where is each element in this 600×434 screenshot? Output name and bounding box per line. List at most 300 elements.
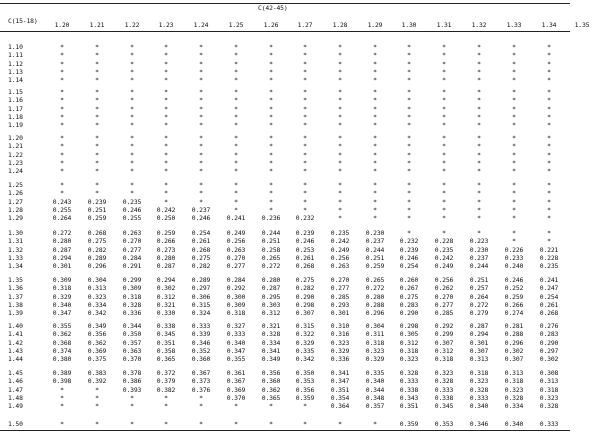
table-cell: * (199, 402, 203, 411)
table-cell: 0.270 (330, 276, 350, 284)
table-cell: 0.340 (365, 377, 385, 386)
table-cell: * (130, 88, 134, 96)
table-cell: 0.365 (261, 393, 281, 402)
table-cell: * (477, 142, 481, 151)
table-cell: 0.373 (191, 377, 211, 386)
table-cell: 0.242 (156, 205, 176, 214)
table-cell: 0.292 (434, 322, 454, 330)
table-cell: * (477, 167, 481, 176)
table-cell: * (269, 67, 273, 76)
table-cell: * (373, 150, 377, 159)
table-cell: 0.259 (156, 229, 176, 237)
table-cell: * (199, 96, 203, 105)
table-cell: 0.300 (226, 292, 246, 301)
table-cell: * (442, 150, 446, 159)
column-header: 1.35 (574, 21, 590, 29)
table-cell: 0.301 (469, 338, 489, 347)
table-cell: * (338, 43, 342, 51)
table-cell: 0.312 (261, 309, 281, 318)
table-cell: 0.363 (122, 346, 142, 355)
table-cell: * (269, 112, 273, 121)
table-cell: 0.307 (295, 309, 315, 318)
table-cell: * (512, 205, 516, 214)
table-cell: * (130, 121, 134, 130)
table-cell: * (477, 189, 481, 198)
table-cell: 0.285 (330, 292, 350, 301)
table-cell: * (164, 158, 168, 167)
table-cell: 0.323 (87, 292, 107, 301)
table-cell: 0.315 (191, 300, 211, 309)
table-cell: 0.232 (399, 237, 419, 246)
table-cell: * (303, 150, 307, 159)
table-cell: * (60, 402, 64, 411)
table-cell: 0.296 (365, 309, 385, 318)
table-cell: 0.353 (295, 377, 315, 386)
table-cell: 0.329 (365, 355, 385, 364)
table-cell: * (199, 197, 203, 206)
table-cell: * (269, 197, 273, 206)
table-cell: 0.287 (261, 284, 281, 293)
table-cell: * (130, 150, 134, 159)
table-cell: 0.277 (226, 262, 246, 271)
table-cell: 0.353 (434, 420, 454, 428)
table-cell: * (164, 393, 168, 402)
table-cell: * (373, 197, 377, 206)
table-cell: * (95, 181, 99, 189)
table-cell: 0.249 (434, 262, 454, 271)
table-cell: 0.378 (122, 369, 142, 377)
row-label: 1.50 (8, 420, 23, 428)
table-cell: * (407, 88, 411, 96)
table-cell: 0.324 (191, 309, 211, 318)
table-cell: 0.367 (226, 377, 246, 386)
table-cell: 0.311 (365, 330, 385, 339)
row-label: 1.29 (8, 214, 23, 223)
table-cell: 0.356 (87, 330, 107, 339)
table-cell: * (199, 112, 203, 121)
table-cell: * (477, 214, 481, 223)
table-cell: 0.241 (539, 276, 559, 284)
table-cell: * (199, 76, 203, 85)
table-cell: * (477, 104, 481, 113)
table-cell: 0.294 (469, 330, 489, 339)
table-cell: * (95, 76, 99, 85)
table-cell: 0.355 (52, 322, 72, 330)
table-cell: 0.253 (295, 245, 315, 254)
table-cell: 0.230 (469, 245, 489, 254)
table-cell: 0.244 (261, 229, 281, 237)
table-cell: * (234, 167, 238, 176)
table-cell: 0.313 (469, 355, 489, 364)
row-label: 1.45 (8, 369, 23, 377)
table-cell: * (199, 167, 203, 176)
table-cell: * (547, 76, 551, 85)
table-cell: * (407, 112, 411, 121)
table-cell: * (407, 76, 411, 85)
row-label: 1.15 (8, 88, 23, 96)
table-cell: 0.228 (539, 253, 559, 262)
table-cell: 0.323 (330, 338, 350, 347)
table-cell: * (442, 43, 446, 51)
column-header: 1.27 (297, 21, 313, 29)
table-cell: 0.349 (87, 322, 107, 330)
table-cell: * (164, 59, 168, 68)
row-label: 1.23 (8, 158, 23, 167)
table-cell: * (269, 59, 273, 68)
table-cell: * (199, 51, 203, 60)
table-cell: 0.357 (365, 402, 385, 411)
table-cell: * (373, 43, 377, 51)
table-cell: 0.321 (156, 300, 176, 309)
table-cell: 0.333 (434, 385, 454, 394)
table-cell: * (477, 88, 481, 96)
table-cell: * (442, 104, 446, 113)
table-cell: * (442, 158, 446, 167)
table-cell: * (269, 104, 273, 113)
table-cell: 0.263 (122, 229, 142, 237)
table-cell: 0.244 (469, 262, 489, 271)
table-cell: 0.256 (330, 253, 350, 262)
table-cell: * (338, 181, 342, 189)
table-cell: 0.246 (504, 276, 524, 284)
table-cell: * (373, 51, 377, 60)
table-cell: 0.374 (52, 346, 72, 355)
table-cell: * (407, 167, 411, 176)
table-cell: * (442, 76, 446, 85)
table-cell: 0.288 (365, 300, 385, 309)
table-cell: * (164, 112, 168, 121)
table-cell: 0.322 (295, 330, 315, 339)
table-cell: * (547, 43, 551, 51)
table-cell: 0.340 (504, 420, 524, 428)
table-cell: 0.330 (156, 309, 176, 318)
table-cell: * (547, 237, 551, 246)
table-cell: 0.293 (330, 300, 350, 309)
column-header: 1.24 (193, 21, 209, 29)
table-cell: 0.334 (87, 300, 107, 309)
row-label: 1.44 (8, 355, 23, 364)
table-cell: * (442, 189, 446, 198)
table-cell: * (338, 88, 342, 96)
table-cell: * (547, 134, 551, 142)
table-cell: 0.347 (330, 377, 350, 386)
table-cell: 0.258 (261, 245, 281, 254)
table-cell: * (373, 420, 377, 428)
table-cell: * (269, 134, 273, 142)
table-cell: * (164, 167, 168, 176)
table-cell: * (547, 112, 551, 121)
table-cell: 0.340 (52, 300, 72, 309)
table-cell: 0.323 (399, 355, 419, 364)
table-cell: * (234, 112, 238, 121)
table-cell: 0.346 (191, 338, 211, 347)
table-cell: * (60, 104, 64, 113)
table-cell: 0.263 (330, 262, 350, 271)
table-cell: * (512, 88, 516, 96)
table-cell: * (130, 96, 134, 105)
table-cell: * (547, 181, 551, 189)
table-cell: 0.356 (295, 385, 315, 394)
table-cell: 0.272 (469, 300, 489, 309)
table-cell: * (442, 167, 446, 176)
table-cell: 0.328 (399, 369, 419, 377)
table-cell: * (95, 121, 99, 130)
table-cell: * (512, 104, 516, 113)
table-cell: 0.232 (295, 214, 315, 223)
table-cell: * (269, 88, 273, 96)
table-cell: * (199, 150, 203, 159)
table-cell: * (512, 229, 516, 237)
table-cell: * (164, 67, 168, 76)
table-cell: 0.323 (365, 346, 385, 355)
table-cell: 0.386 (122, 377, 142, 386)
row-label: 1.48 (8, 393, 23, 402)
table-cell: 0.273 (156, 245, 176, 254)
table-cell: * (338, 189, 342, 198)
table-cell: * (95, 51, 99, 60)
table-cell: 0.302 (156, 284, 176, 293)
table-cell: * (60, 121, 64, 130)
row-label: 1.11 (8, 51, 23, 60)
table-cell: 0.329 (330, 346, 350, 355)
table-cell: 0.308 (539, 369, 559, 377)
table-cell: * (373, 205, 377, 214)
table-cell: 0.309 (122, 284, 142, 293)
column-group-label: C(42-45) (258, 4, 288, 12)
table-cell: * (338, 67, 342, 76)
table-cell: * (269, 402, 273, 411)
row-label: 1.18 (8, 112, 23, 121)
table-cell: * (164, 420, 168, 428)
table-cell: * (373, 59, 377, 68)
table-cell: 0.251 (365, 253, 385, 262)
table-cell: * (547, 142, 551, 151)
table-cell: 0.315 (295, 322, 315, 330)
table-cell: 0.307 (469, 346, 489, 355)
table-cell: 0.237 (365, 237, 385, 246)
table-cell: 0.307 (504, 355, 524, 364)
table-cell: 0.338 (156, 322, 176, 330)
table-cell: * (407, 229, 411, 237)
table-cell: * (164, 134, 168, 142)
table-cell: * (512, 181, 516, 189)
table-cell: * (338, 420, 342, 428)
table-cell: * (303, 104, 307, 113)
table-cell: 0.343 (399, 393, 419, 402)
table-cell: * (303, 43, 307, 51)
table-cell: * (95, 134, 99, 142)
table-cell: 0.369 (87, 346, 107, 355)
table-cell: * (547, 214, 551, 223)
row-label: 1.17 (8, 104, 23, 113)
table-cell: * (60, 167, 64, 176)
row-label: 1.20 (8, 134, 23, 142)
table-cell: 0.285 (434, 309, 454, 318)
column-header: 1.33 (506, 21, 522, 29)
table-cell: 0.336 (330, 355, 350, 364)
table-cell: * (95, 385, 99, 394)
table-cell: * (234, 43, 238, 51)
table-cell: 0.362 (261, 385, 281, 394)
header-rule (0, 31, 570, 32)
table-cell: 0.335 (365, 369, 385, 377)
table-cell: 0.313 (504, 369, 524, 377)
table-cell: * (547, 67, 551, 76)
table-cell: * (477, 150, 481, 159)
table-cell: * (547, 229, 551, 237)
table-cell: * (234, 189, 238, 198)
table-cell: 0.297 (191, 284, 211, 293)
table-cell: 0.350 (122, 330, 142, 339)
row-label: 1.47 (8, 385, 23, 394)
table-cell: * (477, 197, 481, 206)
table-cell: * (199, 67, 203, 76)
table-cell: * (477, 229, 481, 237)
table-cell: * (512, 167, 516, 176)
table-cell: 0.241 (226, 214, 246, 223)
table-cell: 0.351 (156, 338, 176, 347)
table-cell: 0.250 (156, 214, 176, 223)
table-cell: * (234, 67, 238, 76)
table-cell: * (234, 420, 238, 428)
table-cell: 0.338 (434, 393, 454, 402)
table-cell: * (477, 51, 481, 60)
table-cell: 0.277 (122, 245, 142, 254)
table-cell: * (303, 402, 307, 411)
row-label: 1.21 (8, 142, 23, 151)
table-cell: 0.261 (295, 253, 315, 262)
column-header: 1.32 (471, 21, 487, 29)
table-cell: * (512, 197, 516, 206)
table-cell: 0.281 (504, 322, 524, 330)
table-cell: * (234, 96, 238, 105)
table-cell: * (60, 134, 64, 142)
table-cell: * (303, 134, 307, 142)
column-header: 1.25 (228, 21, 244, 29)
table-cell: 0.338 (399, 385, 419, 394)
table-cell: 0.323 (469, 377, 489, 386)
table-cell: * (373, 142, 377, 151)
table-cell: * (130, 393, 134, 402)
table-cell: 0.233 (504, 253, 524, 262)
row-label: 1.26 (8, 189, 23, 198)
table-cell: * (338, 96, 342, 105)
row-label: 1.40 (8, 322, 23, 330)
table-cell: 0.228 (434, 237, 454, 246)
table-cell: * (199, 121, 203, 130)
table-cell: 0.284 (122, 253, 142, 262)
table-cell: 0.356 (261, 369, 281, 377)
table-cell: * (338, 167, 342, 176)
row-label: 1.28 (8, 205, 23, 214)
table-cell: 0.398 (52, 377, 72, 386)
row-label: 1.39 (8, 309, 23, 318)
table-cell: 0.359 (295, 393, 315, 402)
table-cell: 0.304 (365, 322, 385, 330)
table-cell: 0.264 (469, 292, 489, 301)
table-cell: 0.321 (261, 322, 281, 330)
table-cell: 0.236 (261, 214, 281, 223)
table-cell: 0.290 (539, 338, 559, 347)
table-cell: 0.328 (539, 402, 559, 411)
table-cell: 0.237 (469, 253, 489, 262)
table-cell: * (547, 51, 551, 60)
table-cell: * (303, 189, 307, 198)
table-cell: * (512, 76, 516, 85)
table-cell: 0.318 (226, 309, 246, 318)
table-cell: 0.295 (261, 292, 281, 301)
table-cell: 0.334 (261, 338, 281, 347)
table-cell: 0.328 (122, 300, 142, 309)
table-cell: * (512, 158, 516, 167)
table-cell: * (95, 104, 99, 113)
table-cell: * (303, 67, 307, 76)
table-cell: 0.280 (156, 253, 176, 262)
table-cell: 0.365 (156, 355, 176, 364)
table-cell: 0.268 (295, 262, 315, 271)
table-cell: 0.284 (226, 276, 246, 284)
table-cell: * (338, 205, 342, 214)
table-cell: 0.327 (226, 322, 246, 330)
table-cell: * (60, 112, 64, 121)
bottom-rule (0, 430, 570, 431)
row-label: 1.42 (8, 338, 23, 347)
row-label: 1.36 (8, 284, 23, 293)
table-cell: 0.239 (295, 229, 315, 237)
table-cell: 0.261 (191, 237, 211, 246)
table-cell: * (442, 112, 446, 121)
table-cell: * (60, 59, 64, 68)
table-cell: * (164, 76, 168, 85)
table-cell: 0.251 (469, 276, 489, 284)
table-cell: 0.270 (226, 253, 246, 262)
table-cell: * (407, 59, 411, 68)
table-cell: * (130, 76, 134, 85)
table-cell: * (130, 167, 134, 176)
table-cell: * (269, 96, 273, 105)
table-cell: * (407, 205, 411, 214)
table-cell: * (338, 142, 342, 151)
table-cell: * (234, 59, 238, 68)
table-cell: 0.323 (504, 385, 524, 394)
column-header: 1.26 (263, 21, 279, 29)
table-cell: * (130, 134, 134, 142)
table-cell: 0.272 (365, 284, 385, 293)
table-cell: * (130, 420, 134, 428)
table-cell: 0.299 (122, 276, 142, 284)
table-cell: 0.357 (122, 338, 142, 347)
table-cell: * (373, 121, 377, 130)
table-cell: 0.318 (504, 377, 524, 386)
table-cell: 0.270 (122, 237, 142, 246)
table-cell: * (373, 181, 377, 189)
row-label: 1.31 (8, 237, 23, 246)
table-cell: 0.265 (261, 253, 281, 262)
row-label: 1.16 (8, 96, 23, 105)
column-header: 1.22 (124, 21, 140, 29)
table-cell: 0.249 (226, 229, 246, 237)
column-header: 1.30 (401, 21, 417, 29)
table-cell: 0.344 (365, 385, 385, 394)
table-cell: 0.328 (504, 393, 524, 402)
table-cell: * (338, 121, 342, 130)
table-cell: * (269, 181, 273, 189)
table-cell: * (407, 181, 411, 189)
table-cell: * (547, 205, 551, 214)
table-cell: 0.372 (156, 369, 176, 377)
table-cell: * (234, 402, 238, 411)
table-cell: * (477, 134, 481, 142)
